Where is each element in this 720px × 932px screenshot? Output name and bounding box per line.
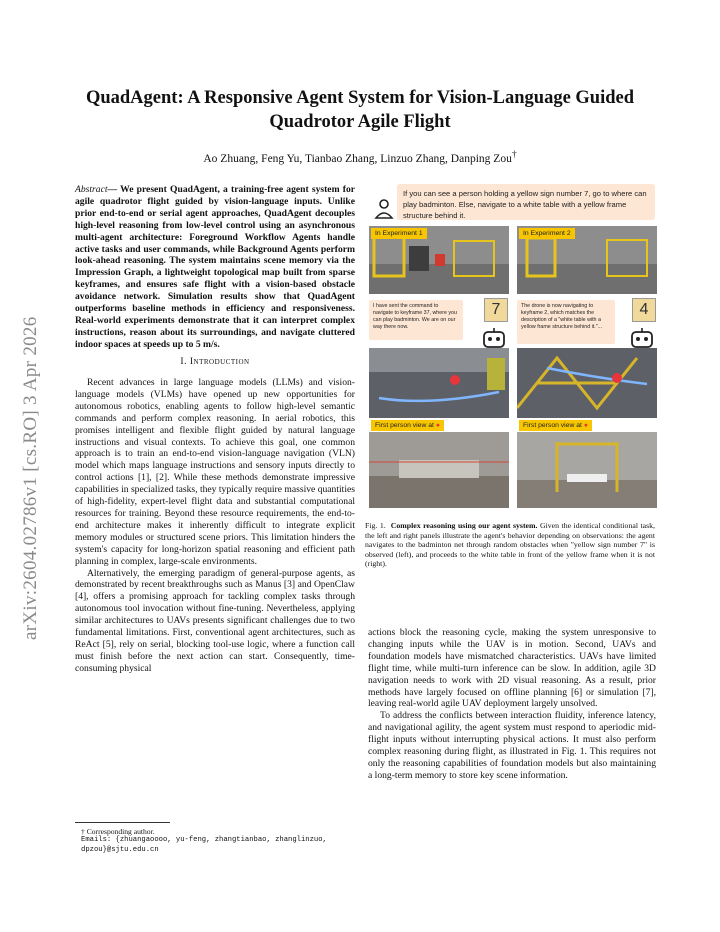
abstract-label: Abstract <box>75 184 108 195</box>
footnote-corresponding: † Corresponding author. <box>81 827 155 836</box>
left-fpv-label <box>371 420 444 431</box>
left-panel <box>369 226 509 509</box>
experiment-2-label: In Experiment 2 <box>519 228 575 239</box>
left-sign: 7 <box>484 298 508 322</box>
location-pin-icon: ● <box>583 422 588 429</box>
footnote <box>75 827 355 855</box>
paper-title: QuadAgent: A Responsive Agent System for Vision-Language Guided Quadrotor Agile Flight <box>85 88 635 132</box>
arxiv-stamp: arXiv:2604.02786v1 [cs.RO] 3 Apr 2026 <box>20 316 41 640</box>
right-paragraph-1: actions block the reasoning cycle, making the system unresponsive to changing inputs while the UAV is in motion. Second, UAVs and foundation models have mismatched characteristics. UAVs have limited flight time, while multi-turn inference can be slow. In addition, agile 3D navigation needs to work with 2D visual reasoning. As a result, prior methods have largely focused on offline planning [6] or simulation [7], leaving real-world agile UAV deployment largely unsolved. <box>368 627 656 710</box>
person-icon <box>373 198 395 220</box>
authors <box>60 149 660 165</box>
intro-paragraph-1: Recent advances in large language models (LLMs) and vision-language models (VLMs) have opened up new opportunities for autonomous robotics, enabling agents to follow high-level semantic commands and perform complex reasoning. In aerial robotics, this promises intelligent and flexible flight guided by natural language instructions and visual contexts. To achieve this goal, one common approach is to train an end-to-end vision-language navigation (VLN) model which maps language instructions and sensory inputs directly to control actions [1], [2]. While these methods demonstrate impressive capabilities in specialized tasks, they typically require massive quantities of high-fidelity, expert-level flight data and substantial computational resources for training. Beyond these resource requirements, the end-to-end architecture makes it inherently difficult to integrate explicit memory modules or structured scene priors. This limitation hinders the system's capacity for long-horizon spatial reasoning and efficient path planning in complex, large-scale environments. <box>75 377 355 567</box>
location-pin-icon: ● <box>435 422 440 429</box>
figure-caption <box>365 521 655 569</box>
right-agent-bubble: The drone is now navigating to keyframe 2, which matches the description of a "white table with a yellow frame structure behind it."... <box>517 300 615 344</box>
intro-paragraph-2: Alternatively, the emerging paradigm of general-purpose agents, as demonstrated by recent breakthroughs such as Manus [3] and OpenClaw [4], offers a promising approach for tackling complex tasks through autonomous tool invocation without fine-tuning. Nevertheless, applying similar architectures to UAVs presents significant challenges due to two fundamental limitations. First, conventional agent architectures, such as ReAct [5], rely on serial, blocking tool-use logic, where a function call must finish before the next action can start. Consequently, time-consuming physical <box>75 567 355 674</box>
author-names: Ao Zhuang, Feng Yu, Tianbao Zhang, Linzuo Zhang, Danping Zou <box>203 152 512 165</box>
left-agent-bubble: I have sent the command to navigate to keyframe 37, where you can play badminton. We are on our way there now. <box>369 300 463 340</box>
abstract-text: — We present QuadAgent, a training-free agent system for agile quadrotor flight guided by vision-language inputs. Unlike prior end-to-end or serial agent approaches, QuadAgent decouples high-level reasoning from low-level control using an asynchronous multi-agent architecture: Foreground Workflow Agents handle active tasks and user commands, while Background Agents perform look-ahead reasoning. The system maintains scene memory via the Impression Graph, a lightweight topological map built from sparse keyframes, and ensures safe flight with a vision-based obstacle avoidance network. Simulation results show that QuadAgent outperforms baseline methods in efficiency and responsiveness. Real-world experiments demonstrate that it can interpret complex instructions, reason about its surroundings, and navigate cluttered indoor spaces at speeds up to 5 m/s. <box>75 184 355 350</box>
robot-icon <box>481 327 507 349</box>
experiment-2-map <box>517 348 657 418</box>
robot-icon <box>629 327 655 349</box>
experiment-1-label: In Experiment 1 <box>371 228 427 239</box>
abstract <box>75 184 355 351</box>
right-panel <box>517 226 657 509</box>
experiment-1-fpv <box>369 432 509 508</box>
left-fpv-label-text: First person view at <box>375 422 434 429</box>
caption-bold: Complex reasoning using our agent system. <box>390 521 538 530</box>
command-box: If you can see a person holding a yellow sign number 7, go to where can play badminton. Else, navigate to a white table with a yellow frame structure behind it. <box>397 184 655 220</box>
footnote-rule <box>75 822 170 823</box>
caption-text: Given the identical conditional task, the left and right panels illustrate the agent's behavior depending on observations: the agent navigates to the badminton net through random obstacles when "yellow sign number 7" is observed (left), and proceeds to the white table in front of the yellow frame when it is not (right). <box>365 521 655 569</box>
experiment-2-fpv <box>517 432 657 508</box>
section-heading: I. Introduction <box>180 356 250 367</box>
experiment-1-map <box>369 348 509 418</box>
right-fpv-label-text: First person view at <box>523 422 582 429</box>
figure-1 <box>365 184 655 509</box>
caption-label: Fig. 1. <box>365 521 386 530</box>
author-mark: † <box>511 149 517 160</box>
right-column-text <box>368 627 656 782</box>
right-sign: 4 <box>632 298 656 322</box>
right-paragraph-2: To address the conflicts between interaction fluidity, inference latency, and navigational agility, the agent system must respond to aperiodic mid-flight inputs without interrupting physical actions. It must also perform complex reasoning during flight, as illustrated in Fig. 1. This requires not only the reasoning capabilities of foundation models but also maintaining a long-term memory to store key scene information. <box>368 710 656 781</box>
right-fpv-label <box>519 420 592 431</box>
footnote-emails: Emails: {zhuangaoooo, yu-feng, zhangtianbao, zhanglinzuo, dpzou}@sjtu.edu.cn <box>81 836 327 854</box>
intro-column <box>75 377 355 675</box>
